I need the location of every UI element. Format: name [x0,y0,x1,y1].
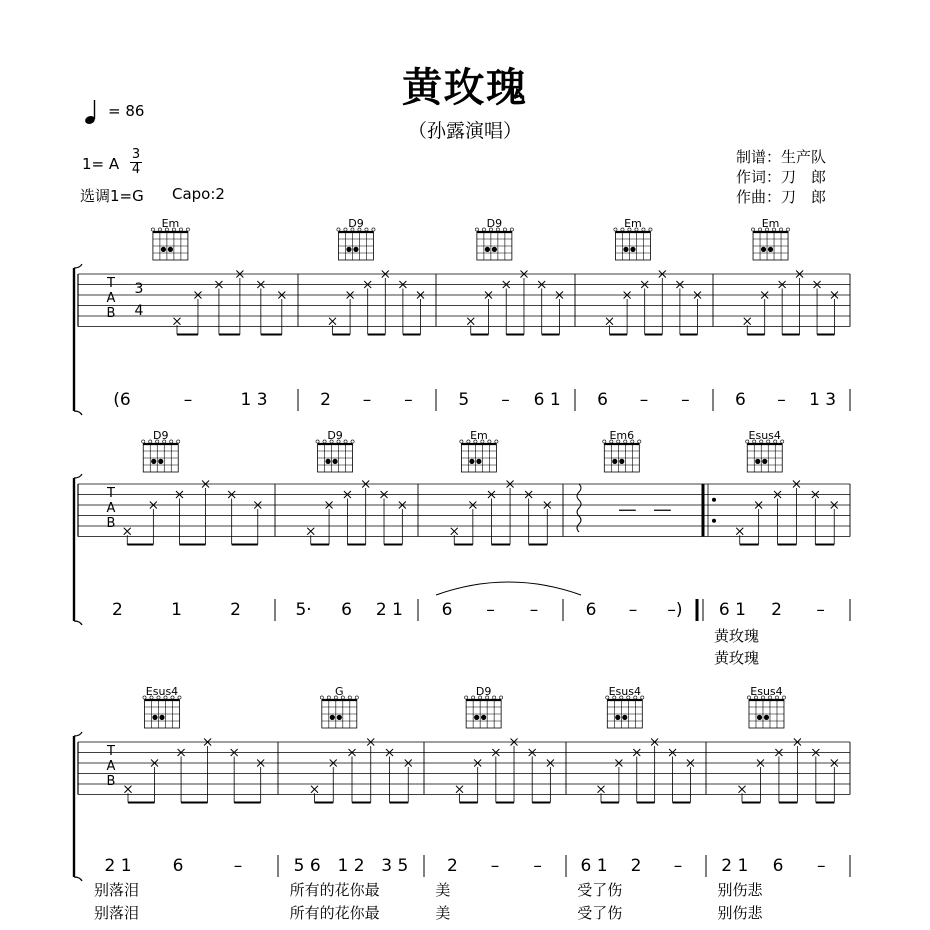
jianpu-beat: 6 [597,390,609,410]
jianpu-beat: – [673,856,683,876]
open-string-marker [488,440,491,443]
open-string-marker [320,696,323,699]
jianpu-beat: – [533,856,542,876]
open-string-marker [170,440,173,443]
chord-diagram [320,685,358,728]
tab-time-signature: 3 [134,281,144,297]
jianpu-beat: 6 1 [580,856,608,876]
open-string-marker [500,696,503,699]
tab-clef-letter: T [107,486,115,501]
jianpu-beat: 6 [441,600,453,620]
open-string-marker [351,440,354,443]
jianpu-beat: 5 6 [293,856,321,876]
repeat-dot [712,498,716,502]
jianpu-beat: 6 [772,856,784,876]
chord-name: Esus4 [750,685,783,698]
chord-name: Esus4 [748,429,781,442]
lyric-text: 所有的花你最 [289,904,380,922]
tab-note-x [606,318,613,325]
open-string-marker [495,440,498,443]
chord-diagram [746,429,784,472]
credit-composer: 作曲：刀 郎 [736,188,827,206]
open-string-marker [649,228,652,231]
chord-name: Em [161,217,180,230]
repeat-dot [712,519,716,523]
open-string-marker [149,440,152,443]
tab-note-x [125,786,132,793]
jianpu-beat: 5· [295,600,312,620]
chord-diagram [747,685,785,728]
jianpu-beat: 3 5 [381,856,409,876]
system-bracket-cap [74,621,82,625]
jianpu-beat: 6 [172,856,184,876]
finger-dot [630,247,635,252]
jianpu-beat: –) [667,600,683,620]
lyric-text: 美 [435,904,451,922]
jianpu-beat: – [490,856,500,876]
jianpu-beat: 6 1 [718,600,746,620]
tab-clef-letter: T [107,276,115,291]
jianpu-beat: – [404,390,413,410]
credit-arranger: 制谱：生产队 [736,148,827,166]
open-string-marker [178,696,181,699]
open-string-marker [475,228,478,231]
jianpu-beat: 6 1 [533,390,561,410]
finger-dot [152,715,157,720]
open-string-marker [782,696,785,699]
tab-note-x [739,786,746,793]
open-string-marker [503,228,506,231]
jianpu-beat: 2 1 [104,856,132,876]
lyric-text: 所有的花你最 [289,881,380,899]
tab-note-x [456,786,463,793]
jianpu-beat: 6 [341,600,352,620]
jianpu-beat: 2 [320,390,332,410]
time-signature-top: 3 [131,147,141,162]
chord-diagram [337,217,375,260]
lyric-text: 别伤悲 [717,881,763,899]
open-string-marker [751,228,754,231]
chord-name: D9 [475,685,492,698]
jianpu-beat: – [362,390,372,410]
jianpu-beat: 5 [458,390,470,410]
open-string-marker [355,696,358,699]
lyric-text: 美 [435,881,451,899]
tab-note-x [329,318,336,325]
open-string-marker [482,228,485,231]
system-bracket-cap [74,877,82,881]
tab-time-signature: 4 [134,303,144,319]
finger-dot [612,459,617,464]
chord-diagram [751,217,789,260]
lyric-text: 黄玫瑰 [714,649,760,667]
chord-name: D9 [327,429,343,442]
finger-dot [615,715,620,720]
jianpu-beat: – [816,600,825,620]
finger-dot [476,459,481,464]
open-string-marker [781,440,784,443]
tab-clef-letter: B [106,774,116,789]
finger-dot [485,247,490,252]
jianpu-beat: 1 3 [809,390,837,410]
open-string-marker [344,228,347,231]
jianpu-beat: 2 1 [721,856,749,876]
open-string-marker [641,696,644,699]
open-string-marker [179,228,182,231]
open-string-marker [786,228,789,231]
finger-dot [762,459,767,464]
chord-name: Em [470,429,488,442]
open-string-marker [614,228,617,231]
chord-name: D9 [153,429,169,442]
song-subtitle: （孙露演唱） [407,120,522,142]
capo-note: Capo:2 [172,185,225,203]
finger-dot [622,715,627,720]
jianpu-beat: – [486,600,495,620]
chord-diagram [151,217,189,260]
open-string-marker [323,440,326,443]
chord-name: Esus4 [608,685,641,698]
finger-dot [474,715,479,720]
open-string-marker [493,696,496,699]
finger-dot [158,459,163,464]
open-string-marker [465,696,468,699]
chord-diagram [606,685,644,728]
system-bracket-cap [74,474,82,478]
song-title: 黄玫瑰 [402,65,528,111]
open-string-marker [603,440,606,443]
open-string-marker [186,228,189,231]
finger-dot [325,459,330,464]
credit-lyricist: 作词：刀 郎 [736,168,827,186]
jianpu-beat: 2 1 [375,600,403,620]
open-string-marker [365,228,368,231]
jianpu-beat: – [183,390,193,410]
finger-dot [761,247,766,252]
open-string-marker [327,696,330,699]
chord-diagram [465,685,503,728]
open-string-marker [779,228,782,231]
chord-diagram [143,685,181,728]
open-string-marker [642,228,645,231]
finger-dot [481,715,486,720]
chord-name: D9 [348,217,364,230]
jianpu-beat: 1 [171,600,182,620]
tuning-note: 选调1=G [80,187,144,205]
open-string-marker [372,228,375,231]
finger-dot [332,459,337,464]
jianpu-beat: 6 [585,600,597,620]
finger-dot [159,715,164,720]
jianpu-beat: – [233,856,243,876]
tab-note-x [744,318,751,325]
jianpu-beat: – [529,600,539,620]
tab-note-x [467,318,474,325]
tempo-text: = 86 [108,102,145,120]
tab-clef-letter: T [107,744,115,759]
open-string-marker [638,440,641,443]
system-bracket-cap [74,411,82,415]
chord-name: Em [624,217,642,230]
finger-dot [768,247,773,252]
tab-note-x [736,528,743,535]
jianpu-beat: 1 3 [240,390,268,410]
chord-diagram [142,429,180,472]
tab-note-x [598,786,605,793]
open-string-marker [344,440,347,443]
lyric-text: 别伤悲 [717,904,763,922]
finger-dot [168,247,173,252]
finger-dot [337,715,342,720]
open-string-marker [337,228,340,231]
lyric-text: 受了伤 [577,881,623,899]
chord-diagram [603,429,641,472]
finger-dot [619,459,624,464]
chord-name: Esus4 [145,685,179,698]
jianpu-beat: – [639,390,649,410]
jianpu-beat: 6 [734,390,746,410]
finger-dot [764,715,769,720]
system-bracket-cap [74,264,82,268]
tab-clef-letter: A [106,501,116,516]
finger-dot [346,247,351,252]
finger-dot [469,459,474,464]
open-string-marker [177,440,180,443]
tab-note-x [311,786,318,793]
system-bracket-cap [74,732,82,736]
finger-dot [623,247,628,252]
tab-clef-letter: B [106,306,116,321]
finger-dot [161,247,166,252]
lyric-text: 受了伤 [577,904,623,922]
finger-dot [492,247,497,252]
tie-arc [436,582,581,595]
open-string-marker [151,228,154,231]
chord-diagram [460,429,498,472]
tab-note-x [451,528,458,535]
tab-note-x [124,528,131,535]
chord-diagram [475,217,513,260]
tab-note-x [307,528,314,535]
jianpu-beat: 1 2 [337,856,365,876]
chord-name: G [335,685,344,698]
time-signature-bottom: 4 [131,162,141,177]
jianpu-beat: (6 [113,390,131,410]
chord-diagram [614,217,652,260]
open-string-marker [348,696,351,699]
tab-clef-letter: A [106,291,116,306]
jianpu-beat: – [777,390,786,410]
chord-name: D9 [486,217,503,230]
open-string-marker [472,696,475,699]
finger-dot [151,459,156,464]
jianpu-beat: – [501,390,510,410]
tab-clef-letter: A [106,759,116,774]
jianpu-beat: – [628,600,638,620]
finger-dot [330,715,335,720]
lyric-text: 别落泪 [94,881,140,899]
arpeggio-line [577,484,581,532]
finger-dot [353,247,358,252]
jianpu-beat: 2 [630,856,642,876]
chord-name: Em6 [609,429,635,442]
finger-dot [757,715,762,720]
open-string-marker [460,440,463,443]
jianpu-beat: 2 [230,600,242,620]
tab-clef-letter: B [106,516,116,531]
open-string-marker [316,440,319,443]
jianpu-beat: 2 [111,600,123,620]
lyric-text: 别落泪 [94,904,140,922]
lyric-text: 黄玫瑰 [714,627,760,645]
open-string-marker [142,440,145,443]
finger-dot [755,459,760,464]
jianpu-beat: 2 [446,856,458,876]
tab-note-x [174,318,181,325]
chord-diagram [316,429,354,472]
key-signature: 1= A [82,155,120,173]
open-string-marker [510,228,513,231]
jianpu-beat: – [816,856,826,876]
jianpu-beat: – [681,390,690,410]
chord-name: Em [761,217,780,230]
jianpu-beat: 2 [771,600,782,620]
